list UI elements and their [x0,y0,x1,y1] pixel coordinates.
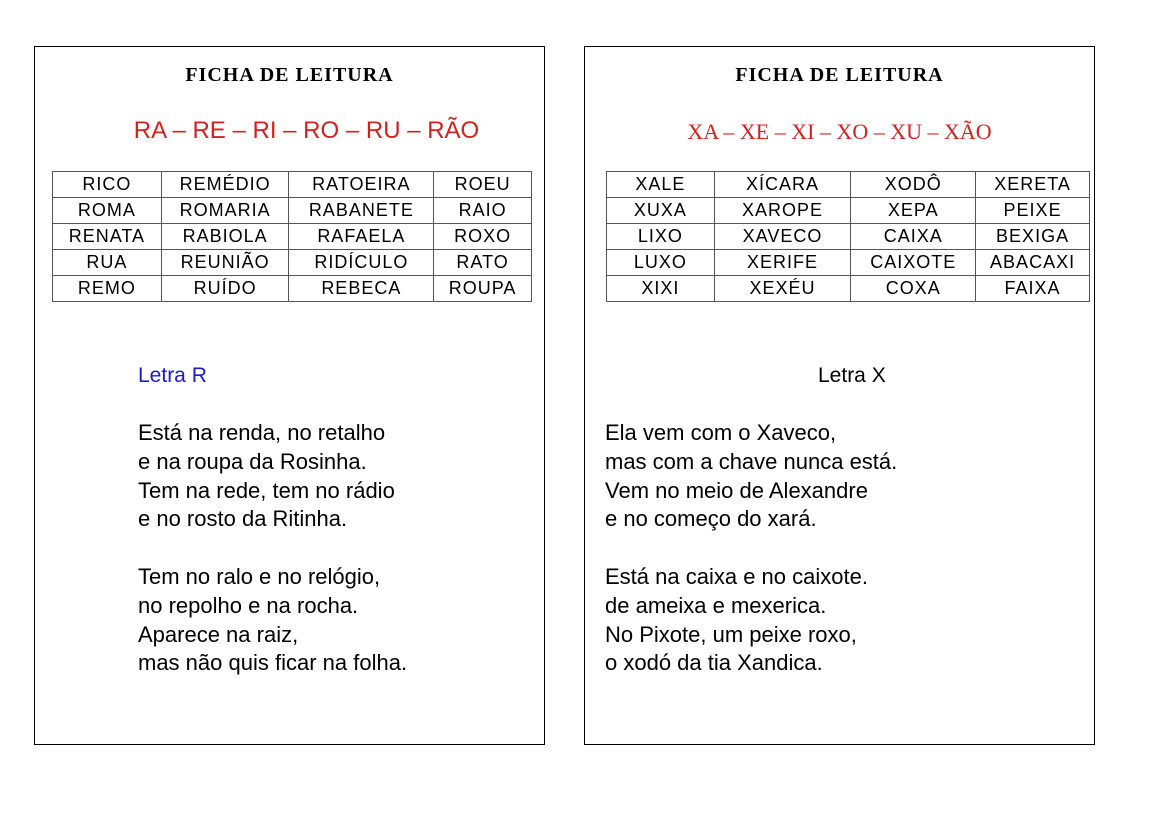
table-cell: REMO [53,276,162,302]
poem-line: de ameixa e mexerica. [605,592,827,618]
table-cell: RATOEIRA [289,172,434,198]
table-cell: XIXI [607,276,715,302]
poem-heading: Letra R [138,364,207,387]
table-cell: XAVECO [714,224,851,250]
table-cell: RENATA [53,224,162,250]
table-cell: XALE [607,172,715,198]
table-row [607,198,1090,224]
table-cell: CAIXA [851,224,976,250]
poem-line: Está na renda, no retalho [138,420,386,445]
word-table [52,171,532,302]
table-cell: ROMARIA [161,198,289,224]
poem [605,419,897,678]
poem-line: Ela vem com o Xaveco, [605,420,837,445]
table-row [53,276,532,302]
table-cell: ROMA [53,198,162,224]
reading-card-x [584,46,1095,745]
table-cell: XODÔ [851,172,976,198]
table-cell: PEIXE [976,198,1090,224]
table-cell: ABACAXI [976,250,1090,276]
table-row [607,250,1090,276]
table-cell: XAROPE [714,198,851,224]
table-row [607,172,1090,198]
poem-line: Tem no ralo e no relógio, [138,563,381,589]
table-cell: XEPA [851,198,976,224]
poem-line: Aparece na raiz, [138,621,299,647]
table-cell: REBECA [289,276,434,302]
poem-line: o xodó da tia Xandica. [605,650,823,676]
syllables-line: XA – XE – XI – XO – XU – XÃO [687,119,992,144]
table-cell: RAFAELA [289,224,434,250]
poem-line: no repolho e na rocha. [138,592,359,618]
reading-card-r [34,46,545,745]
table-row [607,224,1090,250]
syllables-line: RA – RE – RI – RO – RU – RÃO [133,117,480,144]
poem-line: e no rosto da Ritinha. [138,506,348,532]
poem-line: Vem no meio de Alexandre [605,477,868,503]
table-cell: RIDÍCULO [289,250,434,276]
table-cell: CAIXOTE [851,250,976,276]
word-table [606,171,1090,302]
table-cell: BEXIGA [976,224,1090,250]
table-cell: COXA [851,276,976,302]
poem-line: Está na caixa e no caixote. [605,563,868,589]
table-cell: XERIFE [714,250,851,276]
table-cell: REUNIÃO [161,250,289,276]
table-cell: LIXO [607,224,715,250]
card-title: FICHA DE LEITURA [735,64,944,86]
table-cell: ROUPA [434,276,532,302]
table-row [53,172,532,198]
table-cell: XERETA [976,172,1090,198]
poem [138,419,407,678]
table-cell: XUXA [607,198,715,224]
table-cell: ROEU [434,172,532,198]
table-cell: ROXO [434,224,532,250]
stanza-gap [138,534,407,563]
table-cell: RATO [434,250,532,276]
table-cell: RABIOLA [161,224,289,250]
table-cell: XÍCARA [714,172,851,198]
table-cell: RUA [53,250,162,276]
poem-line: e na roupa da Rosinha. [138,448,367,474]
table-cell: RUÍDO [161,276,289,302]
table-cell: XEXÉU [714,276,851,302]
poem-line: mas com a chave nunca está. [605,448,898,474]
table-row [53,224,532,250]
table-cell: RICO [53,172,162,198]
table-row [607,276,1090,302]
poem-heading: Letra X [818,364,886,387]
table-row [53,198,532,224]
card-title: FICHA DE LEITURA [185,64,394,86]
table-cell: RAIO [434,198,532,224]
stanza-gap [605,534,897,563]
table-cell: REMÉDIO [161,172,289,198]
table-cell: RABANETE [289,198,434,224]
table-cell: FAIXA [976,276,1090,302]
poem-line: mas não quis ficar na folha. [138,650,408,676]
poem-line: e no começo do xará. [605,506,817,532]
table-cell: LUXO [607,250,715,276]
poem-line: Tem na rede, tem no rádio [138,477,395,503]
table-row [53,250,532,276]
poem-line: No Pixote, um peixe roxo, [605,621,857,647]
